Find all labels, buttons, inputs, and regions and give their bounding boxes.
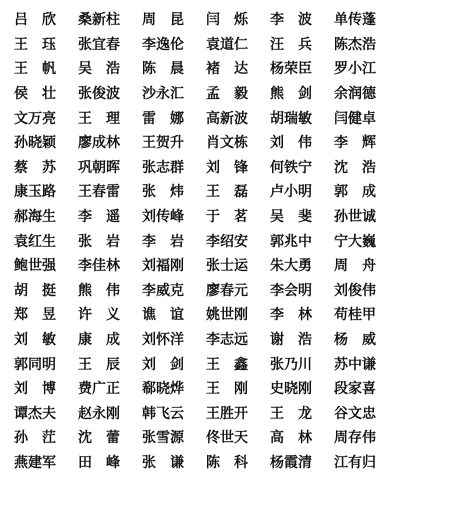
person-name: 文万亮 [14,110,56,127]
person-name: 闫 烁 [206,12,248,29]
person-name: 肖文栋 [206,135,248,152]
person-name: 康玉路 [14,184,56,201]
person-name: 李 波 [270,12,312,29]
person-name: 杨荣臣 [270,61,312,78]
person-name: 姚世刚 [206,307,248,324]
person-name: 谢 浩 [270,332,312,349]
person-name: 刘 伟 [270,135,312,152]
person-name: 吕 欣 [14,12,56,29]
person-name: 郝海生 [14,209,56,226]
person-name: 王贺升 [142,135,184,152]
person-name: 罗小江 [334,61,376,78]
person-name: 沈 蕾 [78,430,120,447]
person-name: 郭兆中 [270,233,312,250]
person-name: 廖春元 [206,282,248,299]
person-name: 刘福刚 [142,258,184,275]
person-name: 刘 锋 [206,159,248,176]
person-name: 郗晓烨 [142,381,184,398]
person-name: 周 昆 [142,12,184,29]
person-name: 沙永汇 [142,86,184,103]
person-name: 张 炜 [142,184,184,201]
person-name: 张 岩 [78,233,120,250]
person-name: 沈 浩 [334,159,376,176]
name-row [14,376,464,401]
person-name: 刘怀洋 [142,332,184,349]
person-name: 巩朝晖 [78,159,120,176]
person-name: 吴 浩 [78,61,120,78]
person-name: 燕建军 [14,454,56,471]
person-name: 熊 剑 [270,86,312,103]
person-name: 张士运 [206,258,248,275]
person-name: 王 帆 [14,61,56,78]
person-name: 张雪源 [142,430,184,447]
person-name: 刘 敏 [14,332,56,349]
person-name: 胡瑞敏 [270,110,312,127]
person-name: 佟世天 [206,430,248,447]
person-name: 刘传峰 [142,209,184,226]
person-name: 史晓刚 [270,381,312,398]
person-name: 余润德 [334,86,376,103]
person-name: 孟 毅 [206,86,248,103]
person-name: 李 辉 [334,135,376,152]
person-name: 李威克 [142,282,184,299]
name-row [14,7,464,32]
person-name: 闫健卓 [334,110,376,127]
person-name: 刘俊伟 [334,282,376,299]
person-name: 陈 晨 [142,61,184,78]
person-name: 李 林 [270,307,312,324]
person-name: 胡 挺 [14,282,56,299]
name-row [14,155,464,180]
person-name: 孙晓颖 [14,135,56,152]
person-name: 李 岩 [142,233,184,250]
person-name: 王 龙 [270,405,312,422]
name-row [14,204,464,229]
person-name: 韩飞云 [142,405,184,422]
person-name: 熊 伟 [78,282,120,299]
person-name: 王 辰 [78,356,120,373]
person-name: 于 茗 [206,209,248,226]
person-name: 孙 茳 [14,430,56,447]
person-name: 桑新柱 [78,12,120,29]
person-name: 汪 兵 [270,36,312,53]
person-name: 李逸伦 [142,36,184,53]
name-row [14,130,464,155]
person-name: 杨霞清 [270,454,312,471]
name-list-grid [14,7,464,474]
person-name: 谭杰夫 [14,405,56,422]
person-name: 张宜春 [78,36,120,53]
person-name: 李会明 [270,282,312,299]
person-name: 王 刚 [206,381,248,398]
person-name: 赵永刚 [78,405,120,422]
person-name: 周存伟 [334,430,376,447]
name-row [14,401,464,426]
person-name: 高新波 [206,110,248,127]
person-name: 袁红生 [14,233,56,250]
person-name: 单传蓬 [334,12,376,29]
person-name: 苟桂甲 [334,307,376,324]
person-name: 王 理 [78,110,120,127]
name-row [14,179,464,204]
person-name: 朱大勇 [270,258,312,275]
person-name: 张俊波 [78,86,120,103]
name-row [14,32,464,57]
name-row [14,327,464,352]
person-name: 王 鑫 [206,356,248,373]
person-name: 陈 科 [206,454,248,471]
person-name: 蔡 苏 [14,159,56,176]
person-name: 刘 剑 [142,356,184,373]
person-name: 郑 昱 [14,307,56,324]
person-name: 李佳林 [78,258,120,275]
person-name: 张 谦 [142,454,184,471]
name-row [14,302,464,327]
person-name: 张乃川 [270,356,312,373]
person-name: 谷文忠 [334,405,376,422]
person-name: 周 舟 [334,258,376,275]
person-name: 王 磊 [206,184,248,201]
person-name: 张志群 [142,159,184,176]
person-name: 吴 斐 [270,209,312,226]
person-name: 江有归 [334,454,376,471]
person-name: 宁大巍 [334,233,376,250]
person-name: 段家喜 [334,381,376,398]
person-name: 侯 壮 [14,86,56,103]
name-row [14,278,464,303]
name-row [14,228,464,253]
person-name: 杨 威 [334,332,376,349]
name-row [14,425,464,450]
person-name: 廖成林 [78,135,120,152]
person-name: 何铁宁 [270,159,312,176]
person-name: 费广正 [78,381,120,398]
person-name: 雷 娜 [142,110,184,127]
person-name: 郭同明 [14,356,56,373]
person-name: 褚 达 [206,61,248,78]
person-name: 田 峰 [78,454,120,471]
person-name: 谯 谊 [142,307,184,324]
name-row [14,81,464,106]
person-name: 许 义 [78,307,120,324]
name-row [14,450,464,475]
person-name: 王胜开 [206,405,248,422]
person-name: 李绍安 [206,233,248,250]
name-row [14,105,464,130]
name-row [14,56,464,81]
person-name: 李 遥 [78,209,120,226]
person-name: 陈杰浩 [334,36,376,53]
person-name: 卢小明 [270,184,312,201]
person-name: 鲍世强 [14,258,56,275]
name-row [14,253,464,278]
person-name: 高 林 [270,430,312,447]
person-name: 刘 博 [14,381,56,398]
person-name: 孙世诚 [334,209,376,226]
person-name: 王 珏 [14,36,56,53]
name-row [14,351,464,376]
person-name: 王春雷 [78,184,120,201]
person-name: 李志远 [206,332,248,349]
person-name: 袁道仁 [206,36,248,53]
person-name: 苏中谦 [334,356,376,373]
person-name: 康 成 [78,332,120,349]
person-name: 郭 成 [334,184,376,201]
